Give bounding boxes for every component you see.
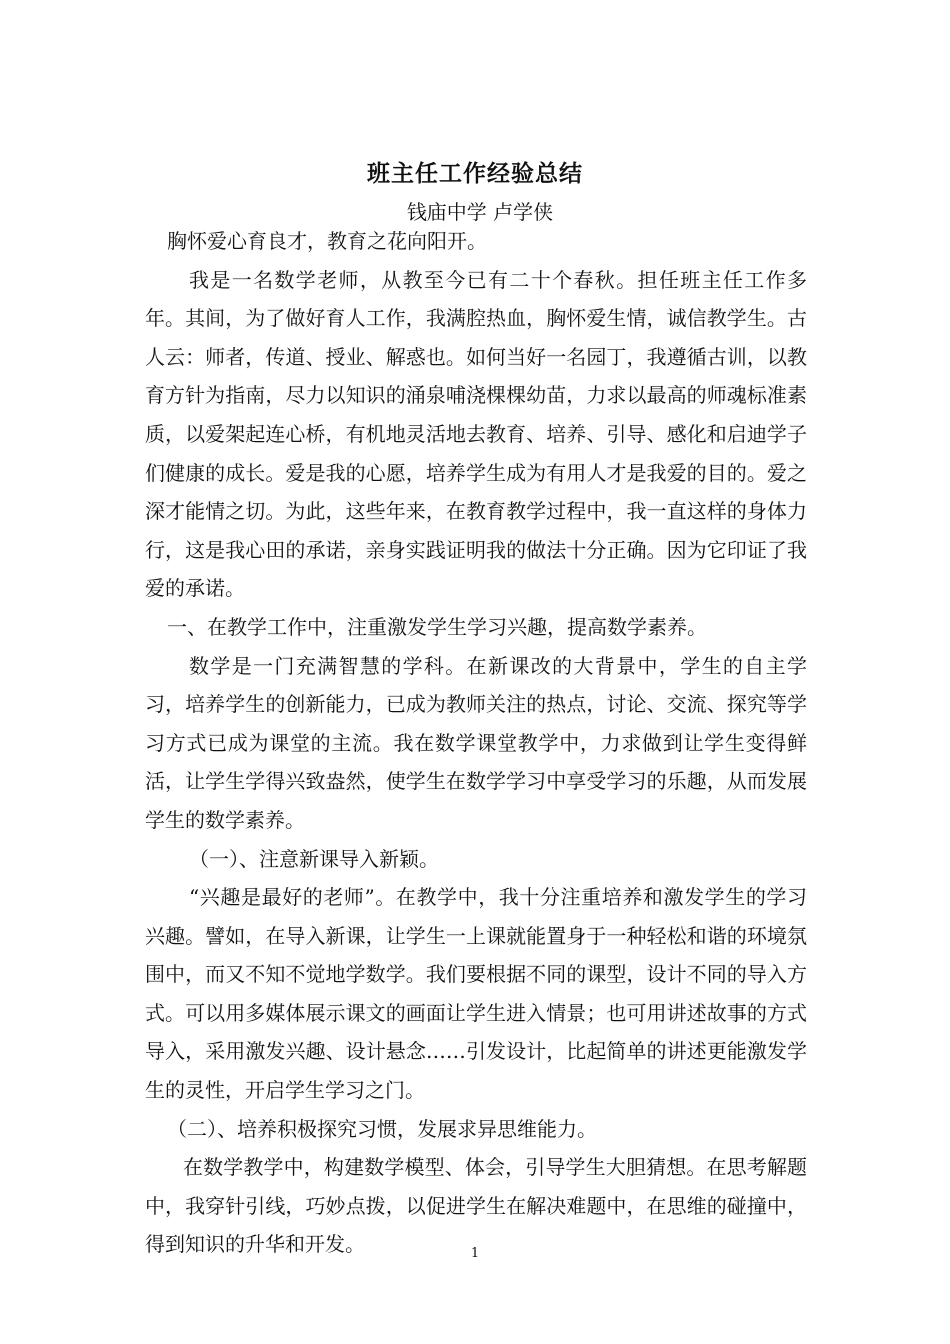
subsection-heading-1: （一）、注意新课导入新颖。	[189, 846, 439, 871]
paragraph-subsection-2: 在数学教学中，构建数学模型、体会，引导学生大胆猜想。在思考解题中，我穿针引线，巧妙点拨，以促进学生在解决难题中，在思维的碰撞中，得到知识的升华和开发。	[145, 1155, 807, 1257]
section-heading-1: 一、在教学工作中，注重激发学生学习兴趣，提高数学素养。	[167, 614, 707, 639]
page-number: 1	[470, 1246, 480, 1261]
paragraph-motto: 胸怀爱心育良才，教育之花向阳开。	[167, 229, 487, 253]
paragraph-introduction: 我是一名数学老师，从教至今已有二十个春秋。担任班主任工作多年。其间，为了做好育人工作，我满腔热血，胸怀爱生情，诚信教学生。古人云：师者，传道、授业、解惑也。如何当好一名园丁，我遵循古训，以教育方针为指南，尽力以知识的涌泉哺浇棵棵幼苗，力求以最高的师魂标准素质，以爱架起连心桥，有机地灵活地去教育、培养、引导、感化和启迪学子们健康的成长。爱是我的心愿，培养学生成为有用人才是我爱的目的。爱之深才能情之切。为此，这些年来，在教育教学过程中，我一直这样的身体力行，这是我心田的承诺，亲身实践证明我的做法十分正确。因为它印证了我爱的承诺。	[145, 267, 807, 601]
document-body	[145, 222, 807, 1264]
document-author: 钱庙中学 卢学侠	[406, 200, 554, 224]
subsection-heading-2: （二）、培养积极探究习惯，发展求异思维能力。	[167, 1116, 597, 1141]
paragraph-subsection-1: “兴趣是最好的老师”。在教学中，我十分注重培养和激发学生的学习兴趣。譬如，在导入新课，让学生一上课就能置身于一种轻松和谐的环境氛围中，而又不知不觉地学数学。我们要根据不同的课型，设计不同的导入方式。可以用多媒体展示课文的画面让学生进入情景；也可用讲述故事的方式导入，采用激发兴趣、设计悬念……引发设计，比起简单的讲述更能激发学生的灵性，开启学生学习之门。	[145, 885, 807, 1103]
paragraph-section-1: 数学是一门充满智慧的学科。在新课改的大背景中，学生的自主学习，培养学生的创新能力，已成为教师关注的热点，讨论、交流、探究等学习方式已成为课堂的主流。我在数学课堂教学中，力求做到让学生变得鲜活，让学生学得兴致盎然，使学生在数学学习中享受学习的乐趣，从而发展学生的数学素养。	[145, 653, 807, 832]
document-title: 班主任工作经验总结	[367, 160, 583, 187]
